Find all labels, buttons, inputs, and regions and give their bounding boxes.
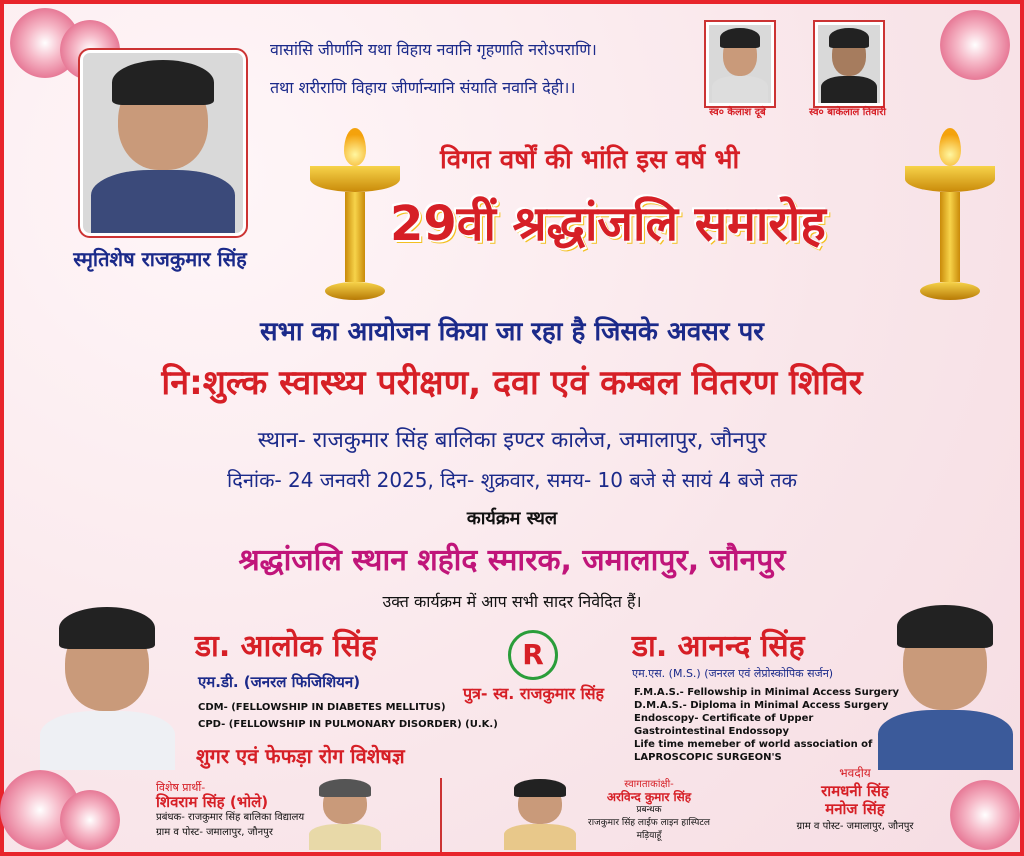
doctor-2-name: डा. आनन्द सिंह (632, 629, 805, 664)
guest-block (156, 780, 304, 840)
doctor-2-qualifications (634, 686, 899, 764)
camp-title: नि:शुल्क स्वास्थ्य परीक्षण, दवा एवं कम्बल वितरण शिविर (161, 363, 863, 403)
welcome-photo (500, 776, 580, 850)
sincerely-name-2: मनोज सिंह (825, 800, 885, 818)
doctor-1-specialty: शुगर एवं फेफड़ा रोग विशेषज्ञ (196, 744, 405, 768)
shloka-line-1: वासांसि जीर्णानि यथा विहाय नवानि गृहणाति नरोऽपराणि। (270, 40, 597, 59)
diya-lamp-icon (900, 128, 1000, 300)
doctor-1-photo (32, 600, 182, 770)
announcement-line: सभा का आयोजन किया जा रहा है जिसके अवसर पर (260, 317, 764, 347)
flower-decoration (60, 790, 120, 850)
elder-photo-2 (815, 22, 883, 106)
guest-label: विशेष प्रार्थी- (156, 781, 206, 794)
qualification-item: F.M.A.S.- Fellowship in Minimal Access Surgery (634, 687, 900, 698)
qualification-item: Endoscopy- Certificate of Upper (634, 713, 814, 724)
sincerely-name-1: रामधनी सिंह (821, 782, 889, 800)
doctor-1-degree: एम.डी. (जनरल फिजिशियन) (198, 673, 361, 691)
guest-address: ग्राम व पोस्ट- जमालापुर, जौनपुर (156, 827, 273, 838)
flower-decoration (940, 10, 1010, 80)
hospital-logo-icon (508, 630, 558, 680)
guest-name: शिवराम सिंह (भोले) (156, 793, 269, 811)
shloka-line-2: तथा शरीराणि विहाय जीर्णान्यानि संयाति नवानि देही।। (270, 78, 576, 97)
welcome-place: मड़ियाहूँ (636, 831, 662, 841)
sincerely-block (760, 764, 950, 836)
elder-photo-1 (706, 22, 774, 106)
welcome-name: अरविन्द कुमार सिंह (606, 790, 692, 804)
son-of-line: पुत्र- स्व. राजकुमार सिंह (463, 684, 605, 703)
memorial-name: स्मृतिशेष राजकुमार सिंह (73, 247, 247, 271)
welcome-label: स्वागताकांक्षी- (624, 779, 674, 790)
qualification-item: LAPROSCOPIC SURGEON'S (634, 752, 782, 763)
doctor-2-degree: एम.एस. (M.S.) (जनरल एवं लेप्रोस्कोपिक सर्जन) (632, 667, 834, 680)
doctor-1-name: डा. आलोक सिंह (195, 629, 377, 664)
logo-letter: R (522, 638, 544, 671)
sincerely-address: ग्राम व पोस्ट- जमालापुर, जौनपुर (796, 821, 914, 832)
page-title: 29वीं श्रद्धांजलि समारोह (390, 196, 826, 252)
welcome-block (574, 778, 724, 843)
welcome-role: प्रबन्धक (636, 805, 662, 815)
program-place: श्रद्धांजलि स्थान शहीद स्मारक, जमालापुर, जौनपुर (238, 543, 786, 578)
datetime-line: दिनांक- 24 जनवरी 2025, दिन- शुक्रवार, समय- 10 बजे से सायं 4 बजे तक (227, 468, 797, 492)
elder-name-2: स्व० बाकेलाल तिवारी (809, 107, 886, 118)
doctor-2-photo (870, 598, 1020, 770)
doctor-1-cdm: CDM- (FELLOWSHIP IN DIABETES MELLITUS) (198, 702, 446, 713)
invite-line: उक्त कार्यक्रम में आप सभी सादर निवेदित हैं। (382, 592, 642, 611)
sincerely-label: भवदीय (839, 766, 871, 780)
venue-line: स्थान- राजकुमार सिंह बालिका इण्टर कालेज, जमालापुर, जौनपुर (257, 428, 767, 453)
memorial-photo (80, 50, 246, 236)
welcome-org: राजकुमार सिंह लाईफ लाइन हास्पिटल (588, 818, 710, 828)
doctor-1-cpd: CPD- (FELLOWSHIP IN PULMONARY DISORDER) (U.K.) (198, 719, 498, 730)
program-label: कार्यक्रम स्थल (466, 508, 558, 529)
qualification-item: D.M.A.S.- Diploma in Minimal Access Surgery (634, 700, 889, 711)
qualification-item: Gastrointestinal Endossopy (634, 726, 789, 737)
guest-photo (305, 776, 385, 850)
subtitle: विगत वर्षों की भांति इस वर्ष भी (440, 145, 740, 175)
elder-name-1: स्व० कैलाश दूबे (709, 107, 766, 118)
guest-role: प्रबंधक- राजकुमार सिंह बालिका विद्यालय (156, 812, 305, 823)
footer-divider (440, 778, 442, 852)
flower-decoration (950, 780, 1020, 850)
qualification-item: Life time memeber of world association of (634, 739, 873, 750)
